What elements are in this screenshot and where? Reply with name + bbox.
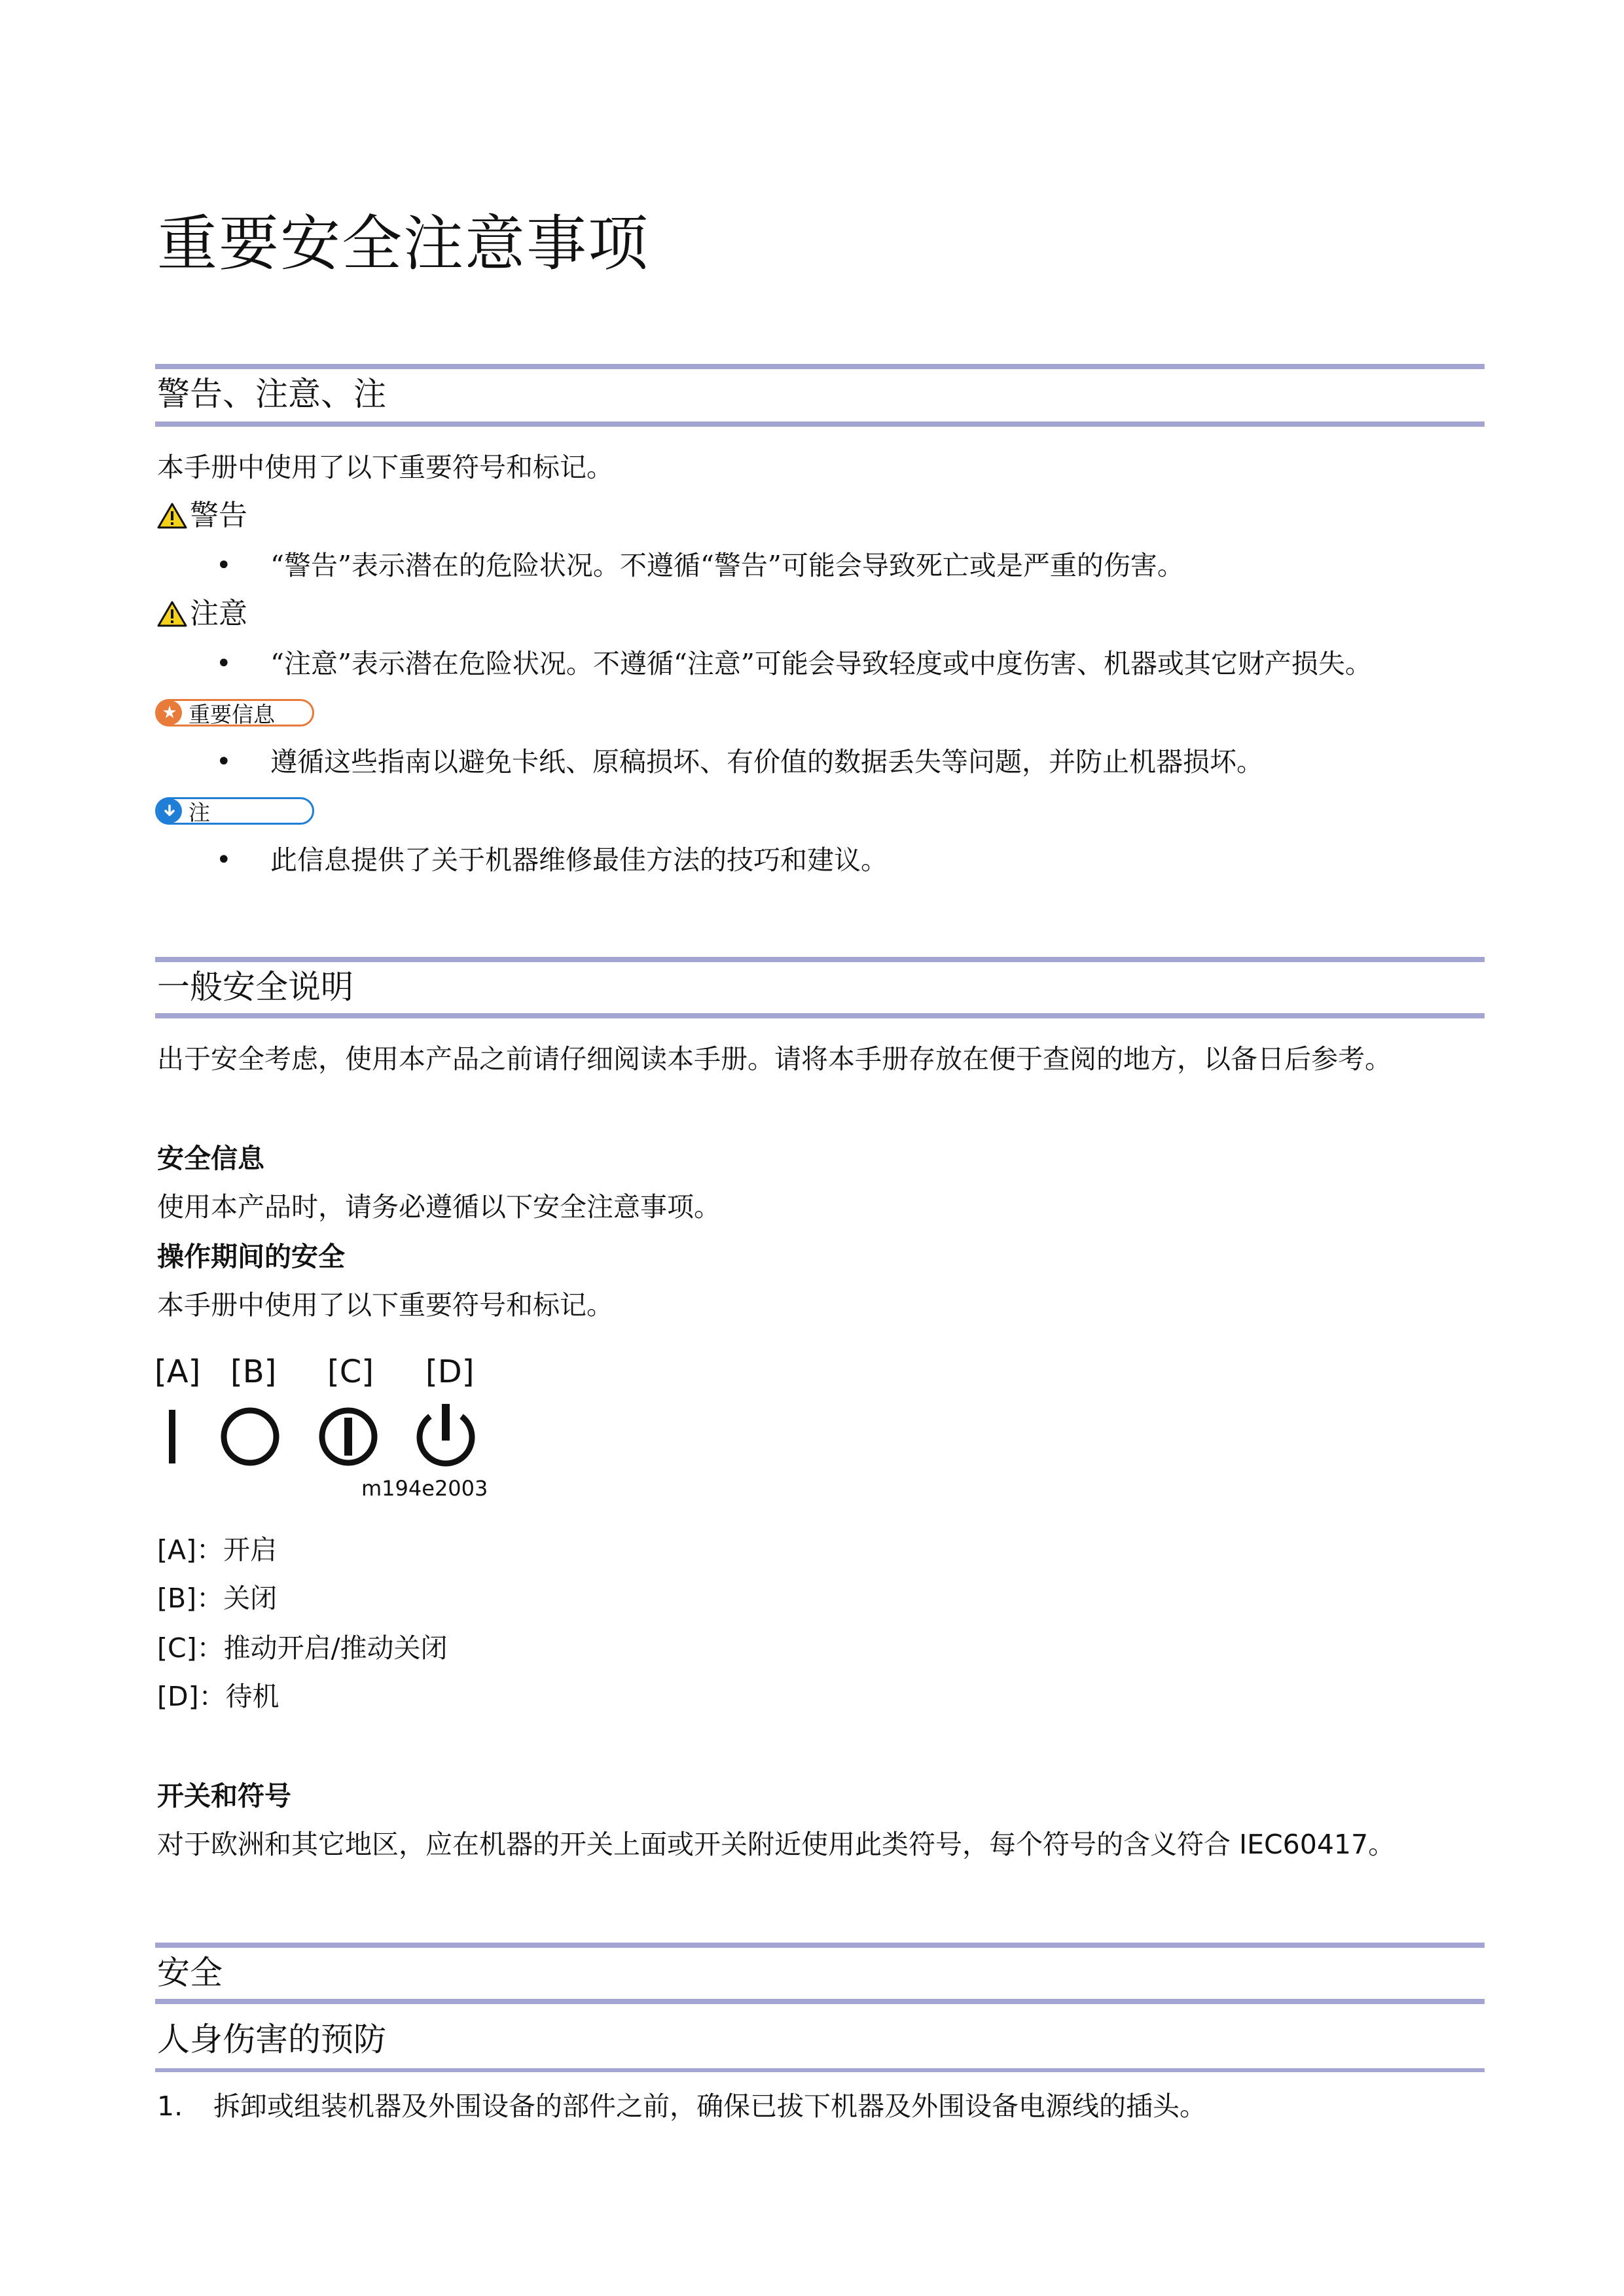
warning-triangle-icon xyxy=(157,600,187,628)
legend-item: [A]：开启 xyxy=(157,1534,278,1566)
warning-label-text: 警告 xyxy=(190,499,247,532)
section-heading-general: 一般安全说明 xyxy=(157,968,353,1006)
star-icon: ★ xyxy=(157,700,182,725)
caution-label xyxy=(157,597,247,631)
safety-info-text: 使用本产品时，请务必遵循以下安全注意事项。 xyxy=(157,1191,721,1223)
section-rule-top xyxy=(155,1943,1485,1948)
bullet-dot-icon: • xyxy=(216,550,232,581)
power-off-icon xyxy=(224,1410,276,1463)
operation-safety-text: 本手册中使用了以下重要符号和标记。 xyxy=(157,1289,613,1321)
list-item-text: 拆卸或组装机器及外围设备的部件之前，确保已拔下机器及外围设备电源线的插头。 xyxy=(213,2090,1206,2122)
section-rule-top xyxy=(155,364,1485,369)
important-text: 遵循这些指南以避免卡纸、原稿损坏、有价值的数据丢失等问题，并防止机器损坏。 xyxy=(270,746,1263,778)
important-badge xyxy=(155,699,314,726)
bullet-dot-icon: • xyxy=(216,747,232,777)
general-intro: 出于安全考虑，使用本产品之前请仔细阅读本手册。请将本手册存放在便于查阅的地方，以备日后参考。 xyxy=(157,1043,1392,1075)
section-rule-bottom xyxy=(155,1013,1485,1018)
section-heading-safety: 安全 xyxy=(157,1954,223,1992)
diagram-label-c: [C] xyxy=(327,1354,374,1390)
caution-label-text: 注意 xyxy=(190,597,247,630)
diagram-label-d: [D] xyxy=(425,1354,475,1390)
switch-symbols-title: 开关和符号 xyxy=(157,1780,291,1812)
list-item-number: 1. xyxy=(157,2090,183,2122)
note-badge-label: 注 xyxy=(189,799,210,825)
power-symbols-diagram xyxy=(154,1401,495,1473)
subsection-rule xyxy=(155,2068,1485,2072)
important-badge-label: 重要信息 xyxy=(189,701,275,727)
info-arrow-icon xyxy=(157,798,182,823)
subsection-heading-injury: 人身伤害的预防 xyxy=(157,2020,386,2058)
diagram-label-a: [A] xyxy=(154,1354,201,1390)
intro-text: 本手册中使用了以下重要符号和标记。 xyxy=(157,452,613,483)
diagram-caption: m194e2003 xyxy=(361,1476,488,1501)
push-on-off-icon xyxy=(322,1410,374,1463)
section-rule-bottom xyxy=(155,1999,1485,2004)
safety-info-title: 安全信息 xyxy=(157,1143,264,1174)
switch-symbols-text: 对于欧洲和其它地区，应在机器的开关上面或开关附近使用此类符号，每个符号的含义符合 IEC60417。 xyxy=(157,1829,1396,1860)
note-badge xyxy=(155,797,314,825)
note-text: 此信息提供了关于机器维修最佳方法的技巧和建议。 xyxy=(270,844,888,876)
section-rule-top xyxy=(155,957,1485,962)
operation-safety-title: 操作期间的安全 xyxy=(157,1241,345,1272)
warning-triangle-icon xyxy=(157,502,187,529)
standby-icon xyxy=(420,1404,472,1463)
legend-item: [B]：关闭 xyxy=(157,1583,278,1614)
power-on-icon xyxy=(169,1410,175,1463)
section-rule-bottom xyxy=(155,422,1485,427)
caution-text: “注意”表示潜在危险状况。不遵循“注意”可能会导致轻度或中度伤害、机器或其它财产损失。 xyxy=(270,648,1372,679)
warning-text: “警告”表示潜在的危险状况。不遵循“警告”可能会导致死亡或是严重的伤害。 xyxy=(270,550,1184,581)
legend-item: [C]：推动开启/推动关闭 xyxy=(157,1632,448,1664)
legend-item: [D]：待机 xyxy=(157,1681,280,1712)
bullet-dot-icon: • xyxy=(216,845,232,875)
bullet-dot-icon: • xyxy=(216,649,232,679)
section-heading-warnings: 警告、注意、注 xyxy=(157,375,386,413)
page-title: 重要安全注意事项 xyxy=(157,209,650,279)
warning-label xyxy=(157,499,247,533)
diagram-label-b: [B] xyxy=(230,1354,277,1390)
